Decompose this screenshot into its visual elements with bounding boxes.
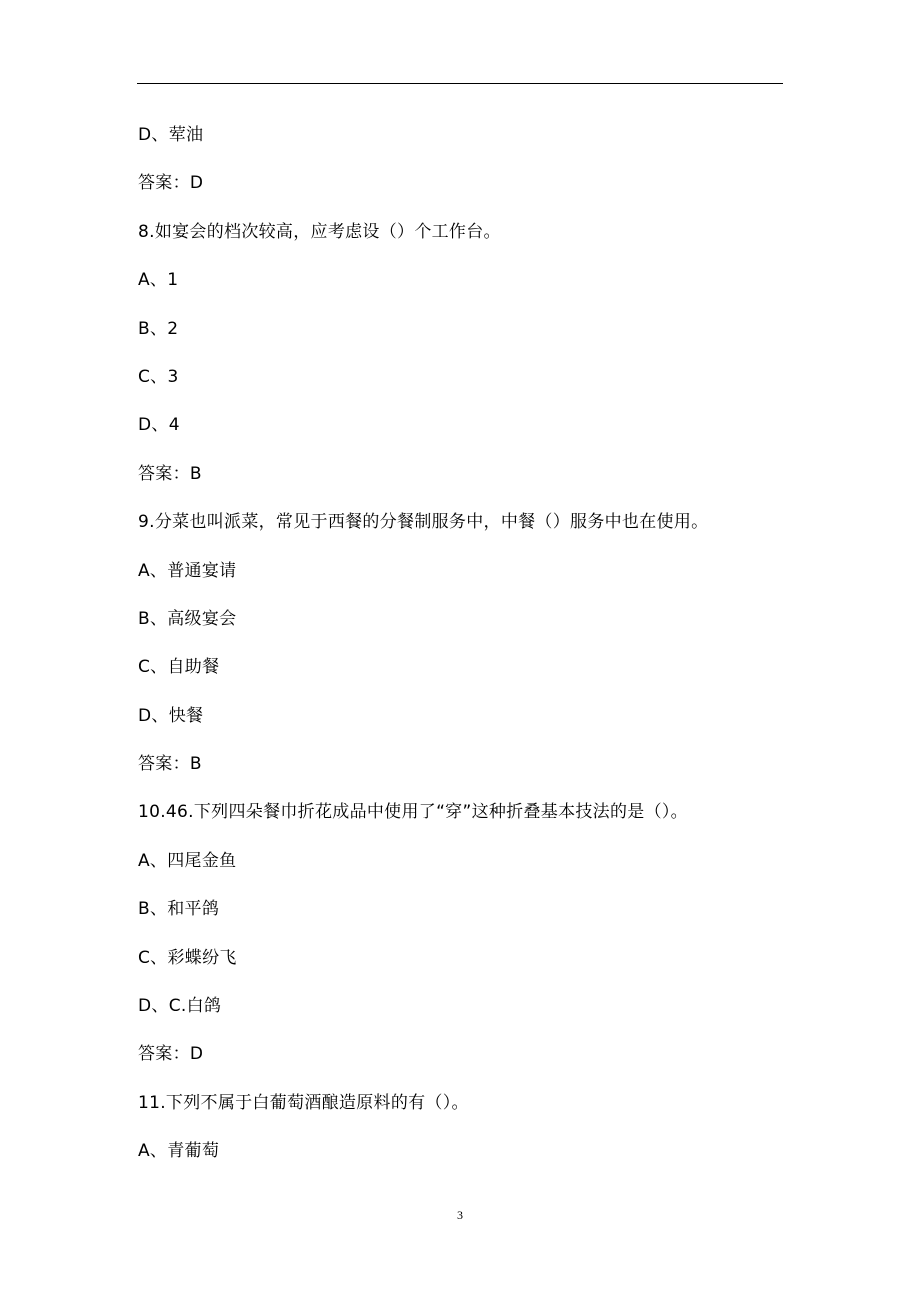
option-line: D、荤油 [138,125,204,145]
answer-line: 答案：B [138,754,202,775]
option-line: B、高级宴会 [138,608,237,629]
answer-line: 答案：D [138,173,204,194]
option-line: B、2 [138,318,179,339]
answer-line: 答案：B [138,463,202,484]
question-9: 9.分菜也叫派菜，常见于西餐的分餐制服务中，中餐（）服务中也在使用。 [138,512,709,533]
option-line: A、青葡萄 [138,1141,220,1162]
option-line: D、4 [138,415,180,436]
option-line: D、C.白鸽 [138,996,222,1017]
option-line: A、普通宴请 [138,560,237,581]
option-line: B、和平鸽 [138,899,220,920]
option-line: C、自助餐 [138,657,220,678]
header-rule [137,83,783,84]
option-line: C、彩蝶纷飞 [138,947,237,968]
option-line: D、快餐 [138,705,204,726]
option-line: A、四尾金鱼 [138,850,237,871]
question-10: 10.46.下列四朵餐巾折花成品中使用了“穿”这种折叠基本技法的是（）。 [138,802,688,823]
option-line: A、1 [138,270,179,291]
answer-line: 答案：D [138,1044,204,1065]
document-body [138,120,788,1185]
question-11: 11.下列不属于白葡萄酒酿造原料的有（）。 [138,1092,469,1113]
option-line: C、3 [138,366,179,387]
question-8: 8.如宴会的档次较高，应考虑设（）个工作台。 [138,221,501,242]
page-number: 3 [457,1208,463,1222]
